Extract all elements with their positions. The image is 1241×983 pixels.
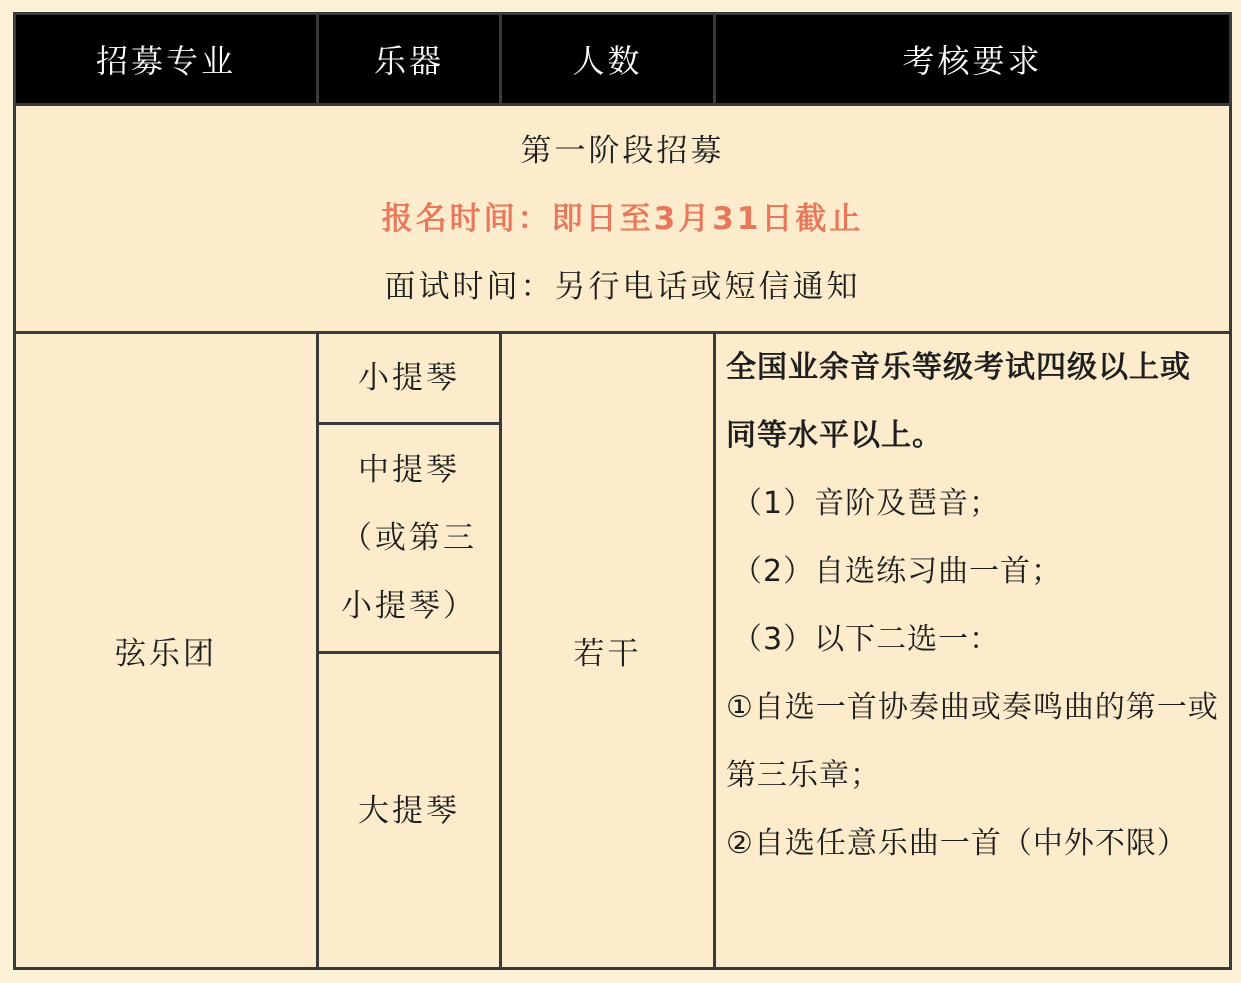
header-major: 招募专业 — [15, 14, 318, 105]
requirements-cell — [715, 333, 1231, 969]
instrument-label: 中提琴（或第三小提琴） — [341, 451, 477, 624]
header-count: 人数 — [501, 14, 715, 105]
instrument-cello — [318, 653, 501, 969]
instrument-violin — [318, 333, 501, 424]
major-cell: 弦乐团 — [15, 333, 318, 969]
requirements-headline: 全国业余音乐等级考试四级以上或同等水平以上。 — [726, 350, 1191, 454]
header-instrument: 乐器 — [318, 14, 501, 105]
requirement-item: （3）以下二选一： — [732, 622, 1001, 658]
instrument-label: 大提琴 — [358, 792, 460, 829]
requirement-item: （2）自选练习曲一首； — [732, 554, 1063, 590]
count-cell: 若干 — [501, 333, 715, 969]
table-header — [15, 14, 1231, 105]
table-body — [15, 105, 1231, 969]
requirement-option: ②自选任意乐曲一首（中外不限） — [726, 826, 1188, 862]
phase-cell — [15, 105, 1231, 333]
header-row — [15, 14, 1231, 105]
interview-time: 面试时间：另行电话或短信通知 — [384, 268, 861, 305]
requirement-item: （1）音阶及琶音； — [732, 486, 1001, 522]
instrument-label: 小提琴 — [358, 360, 460, 397]
requirement-option: ①自选一首协奏曲或奏鸣曲的第一或第三乐章； — [726, 690, 1219, 794]
registration-deadline: 报名时间：即日至3月31日截止 — [381, 200, 864, 237]
phase-title: 第一阶段招募 — [520, 132, 725, 169]
phase-row — [15, 105, 1231, 333]
recruitment-table — [13, 12, 1232, 970]
instrument-viola — [318, 423, 501, 652]
header-requirements: 考核要求 — [715, 14, 1231, 105]
table-row — [15, 333, 1231, 424]
